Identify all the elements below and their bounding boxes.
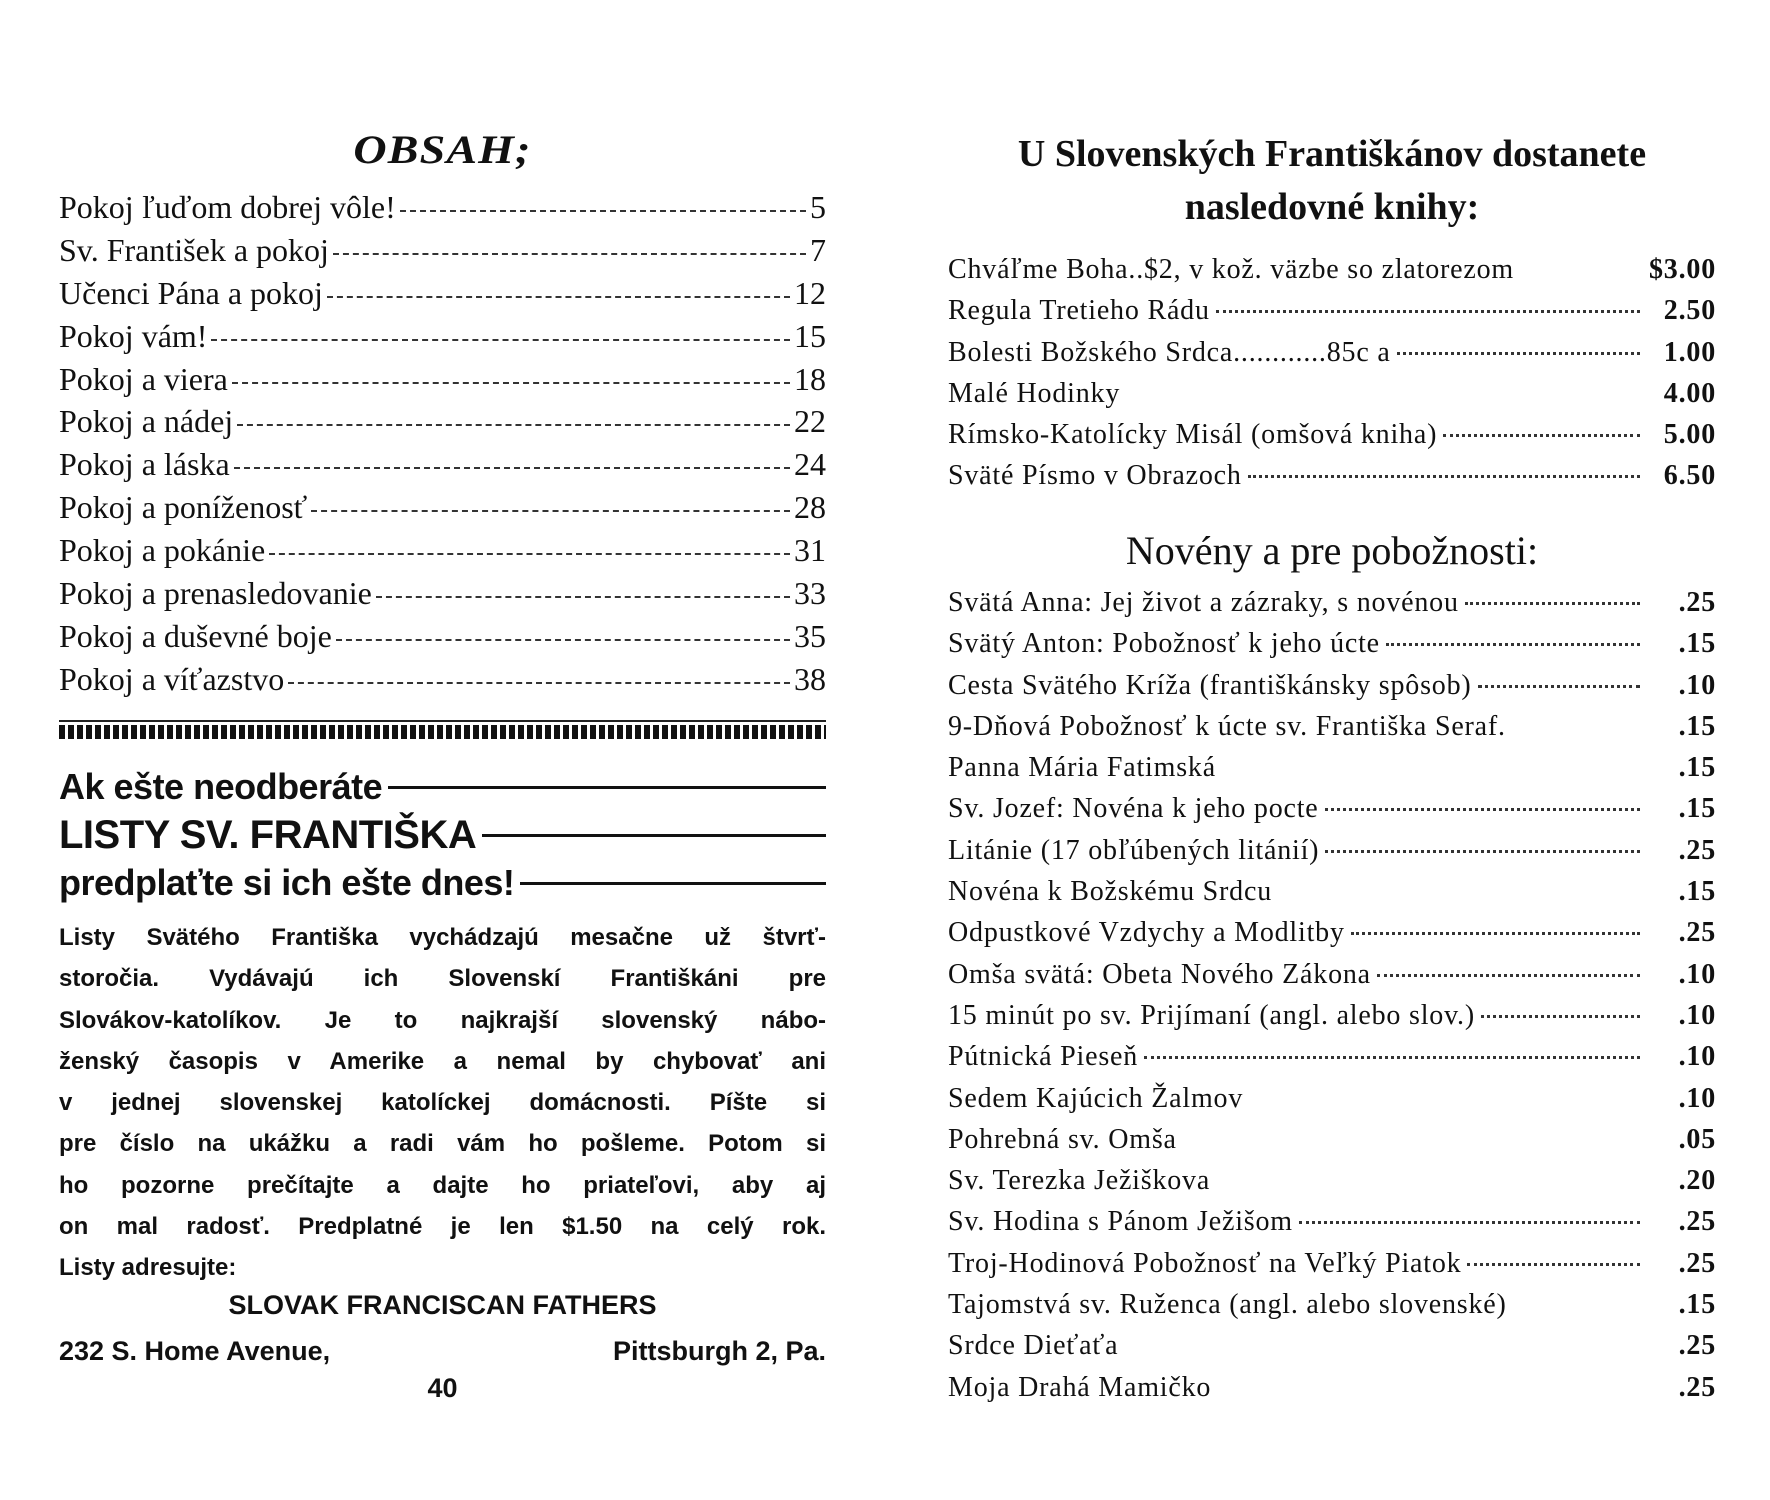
toc-entry	[59, 272, 826, 315]
leader-dots	[1248, 475, 1640, 478]
toc-entry-title: Pokoj a duševné boje	[59, 617, 332, 654]
item-price: .15	[1678, 876, 1716, 908]
item-title: Svätá Anna: Jej život a zázraky, s novénou	[948, 587, 1459, 618]
paragraph-line: ho pozorne prečítajte a dajte ho priateľovi, aby aj	[59, 1171, 826, 1199]
toc-entry-title: Pokoj vám!	[59, 317, 208, 354]
leader-dots	[1325, 850, 1640, 853]
item-price: .10	[1678, 1082, 1716, 1114]
item-title: Sväté Písmo v Obrazoch	[948, 460, 1242, 492]
price-list-item	[948, 871, 1716, 912]
price-list-item	[948, 373, 1716, 414]
price-list-item	[948, 1160, 1716, 1201]
price-list-item	[948, 830, 1716, 871]
leader-dots	[1144, 1056, 1640, 1059]
toc-entry	[59, 358, 826, 401]
price-list-item	[948, 455, 1716, 496]
price-list-item	[948, 788, 1716, 829]
price-list-item	[948, 1367, 1716, 1408]
item-title: Odpustkové Vzdychy a Modlitby	[948, 917, 1345, 949]
toc-entry	[59, 229, 826, 272]
leader-line	[211, 339, 790, 341]
address-city: Pittsburgh 2, Pa.	[612, 1336, 826, 1366]
toc-entry-title: Pokoj ľuďom dobrej vôle!	[59, 189, 396, 225]
item-price: .25	[1678, 1330, 1716, 1362]
toc-entry-page: 12	[794, 274, 826, 311]
headline-row	[59, 811, 826, 859]
books-heading	[948, 128, 1716, 234]
leader-dots	[1465, 602, 1640, 605]
leader-line	[234, 467, 790, 469]
item-price: .15	[1678, 710, 1716, 742]
toc-entry	[59, 443, 826, 486]
price-list-item	[948, 912, 1716, 953]
leader-dots	[1377, 974, 1640, 977]
headline-text: Ak ešte neodberáte	[59, 766, 383, 807]
item-price: .15	[1678, 628, 1716, 660]
item-price: .10	[1678, 958, 1716, 990]
ornamental-divider	[59, 720, 826, 739]
toc-entry-page: 31	[794, 532, 826, 569]
item-price: .25	[1678, 1206, 1716, 1238]
toc-entry-page: 24	[794, 446, 826, 483]
item-title: Panna Mária Fatimská	[948, 752, 1216, 784]
price-list-item	[948, 1243, 1716, 1284]
headline-row	[59, 859, 826, 907]
toc-entry-title: Pokoj a viera	[59, 360, 228, 397]
price-list-item	[948, 249, 1716, 290]
item-price: .10	[1678, 669, 1716, 701]
leader-dots	[1216, 310, 1640, 313]
leader-dots	[1443, 434, 1640, 437]
item-title: Regula Tretieho Rádu	[948, 295, 1210, 327]
item-price: .25	[1678, 1371, 1716, 1403]
headline-text: predplaťte si ich ešte dnes!	[59, 862, 515, 903]
item-title: Svätý Anton: Pobožnosť k jeho úcte	[948, 628, 1380, 660]
item-price: .15	[1678, 1289, 1716, 1321]
item-title: Rímsko-Katolícky Misál (omšová kniha)	[948, 419, 1438, 451]
toc-entry-title: Učenci Pána a pokoj	[59, 274, 323, 311]
toc-entry-title: Sv. František a pokoj	[59, 231, 329, 268]
toc-entry	[59, 615, 826, 658]
price-list-item	[948, 747, 1716, 788]
item-price: .25	[1678, 917, 1716, 949]
leader-dots	[1325, 808, 1640, 811]
item-title: 9-Dňová Pobožnosť k úcte sv. Františka Seraf.	[948, 710, 1506, 742]
leader-dots	[1478, 685, 1641, 688]
item-title: Litánie (17 obľúbených litánií)	[948, 834, 1320, 866]
item-price: .25	[1678, 1247, 1716, 1279]
headline-text: LISTY SV. FRANTIŠKA	[59, 812, 477, 857]
item-price: 1.00	[1663, 336, 1716, 368]
toc-entry	[59, 400, 826, 443]
item-title: Omša svätá: Obeta Nového Zákona	[948, 958, 1371, 990]
books-heading-line: U Slovenských Františkánov dostanete	[1017, 133, 1647, 175]
leader-dots	[1467, 1263, 1640, 1266]
toc-title: OBSAH;	[353, 127, 532, 172]
toc-entry	[59, 315, 826, 358]
headline-row	[59, 763, 826, 811]
organization-name: SLOVAK FRANCISCAN FATHERS	[228, 1290, 657, 1320]
headline-rule	[520, 882, 826, 885]
novenas-list	[948, 582, 1716, 1408]
item-title: Bolesti Božského Srdca............85c a	[948, 336, 1391, 368]
toc-entry-title: Pokoj a nádej	[59, 403, 234, 440]
toc-entry-page: 18	[794, 360, 826, 397]
item-price: .15	[1678, 793, 1716, 825]
item-title: Sv. Hodina s Pánom Ježišom	[948, 1206, 1293, 1238]
toc-entry	[59, 186, 826, 229]
leader-line	[336, 639, 790, 641]
item-title: Sedem Kajúcich Žalmov	[948, 1082, 1244, 1114]
item-title: Novéna k Božskému Srdcu	[948, 876, 1273, 908]
address-street: 232 S. Home Avenue,	[59, 1336, 331, 1366]
price-list-item	[948, 290, 1716, 331]
item-price: 2.50	[1663, 295, 1716, 327]
item-price: .10	[1678, 1041, 1716, 1073]
leader-line	[327, 296, 790, 298]
leader-line	[400, 210, 806, 212]
toc-entry	[59, 572, 826, 615]
item-price: $3.00	[1649, 254, 1716, 285]
paragraph-line: storočia. Vydávajú ich Slovenskí Františkáni pre	[59, 965, 826, 993]
paragraph-line: v jednej slovenskej katolíckej domácnosti. Píšte si	[59, 1089, 826, 1117]
item-title: Malé Hodinky	[948, 377, 1121, 409]
toc-entry-page: 38	[794, 660, 826, 697]
page-number: 40	[427, 1373, 458, 1403]
item-title: Pohrebná sv. Omša	[948, 1123, 1177, 1155]
paragraph-line: pre číslo na ukážku a radi vám ho pošleme. Potom si	[59, 1130, 826, 1158]
subscription-paragraph	[59, 917, 826, 1289]
item-title: 15 minút po sv. Prijímaní (angl. alebo slov.)	[948, 999, 1475, 1031]
price-list-item	[948, 1201, 1716, 1242]
item-title: Sv. Jozef: Novéna k jeho pocte	[948, 793, 1319, 825]
price-list-item	[948, 1078, 1716, 1119]
address	[59, 1336, 826, 1367]
toc-entry-title: Pokoj a láska	[59, 446, 230, 483]
price-list-item	[948, 1325, 1716, 1366]
novenas-heading: Novény a pre pobožnosti:	[1125, 528, 1539, 573]
paragraph-line: Listy Svätého Františka vychádzajú mesačne už štvrť-	[59, 924, 826, 951]
headline-rule	[482, 834, 826, 837]
leader-dots	[1351, 932, 1640, 935]
price-list-item	[948, 954, 1716, 995]
leader-line	[288, 682, 790, 684]
item-price: 5.00	[1663, 419, 1716, 451]
price-list-item	[948, 1284, 1716, 1325]
toc-entry-title: Pokoj a prenasledovanie	[59, 575, 372, 612]
price-list-item	[948, 582, 1716, 623]
books-heading-line: nasledovné knihy:	[1184, 186, 1480, 228]
paragraph-line: ženský časopis v Amerike a nemal by chybovať ani	[59, 1047, 826, 1075]
leader-line	[376, 596, 790, 598]
toc-entry-page: 22	[794, 403, 826, 440]
paragraph-line: Listy adresujte:	[59, 1254, 237, 1282]
toc-entry-page: 15	[794, 317, 826, 354]
item-price: .10	[1678, 999, 1716, 1031]
paragraph-line: on mal radosť. Predplatné je len $1.50 na celý rok.	[59, 1213, 826, 1241]
item-title: Cesta Svätého Kríža (františkánsky spôsob)	[948, 669, 1472, 701]
leader-line	[237, 424, 790, 426]
price-list-item	[948, 706, 1716, 747]
item-price: 6.50	[1663, 460, 1716, 492]
toc-entry-page: 35	[794, 617, 826, 654]
item-title: Pútnická Pieseň	[948, 1041, 1139, 1073]
toc-entry	[59, 486, 826, 529]
item-title: Sv. Terezka Ježiškova	[948, 1165, 1211, 1197]
paragraph-line: Slovákov-katolíkov. Je to najkrajší slovenský nábo-	[59, 1006, 826, 1034]
leader-dots	[1481, 1015, 1640, 1018]
price-list-item	[948, 665, 1716, 706]
table-of-contents	[59, 186, 826, 701]
leader-line	[232, 382, 790, 384]
price-list-item	[948, 623, 1716, 664]
toc-entry-page: 28	[794, 489, 826, 526]
item-title: Troj-Hodinová Pobožnosť na Veľký Piatok	[948, 1247, 1462, 1279]
leader-dots	[1299, 1221, 1640, 1224]
item-price: .05	[1678, 1123, 1716, 1155]
toc-entry-page: 5	[810, 189, 826, 225]
item-price: .25	[1678, 587, 1716, 618]
leader-line	[269, 553, 790, 555]
subscription-headline	[59, 763, 826, 907]
item-price: .20	[1678, 1165, 1716, 1197]
item-title: Chváľme Boha..$2, v kož. väzbe so zlatorezom	[948, 254, 1514, 285]
toc-entry-page: 33	[794, 575, 826, 612]
item-price: 4.00	[1663, 377, 1716, 409]
price-list-item	[948, 1036, 1716, 1077]
headline-rule	[388, 786, 826, 789]
toc-entry	[59, 529, 826, 572]
leader-dots	[1386, 643, 1640, 646]
item-price: .25	[1678, 834, 1716, 866]
leader-line	[311, 510, 790, 512]
toc-entry-page: 7	[810, 231, 826, 268]
toc-entry-title: Pokoj a víťazstvo	[59, 660, 285, 697]
leader-dots	[1397, 352, 1640, 355]
item-price: .15	[1678, 752, 1716, 784]
toc-entry-title: Pokoj a pokánie	[59, 532, 266, 569]
item-title: Srdce Dieťaťa	[948, 1330, 1119, 1362]
price-list-item	[948, 1119, 1716, 1160]
price-list-item	[948, 414, 1716, 455]
toc-entry	[59, 658, 826, 701]
toc-entry-title: Pokoj a poníženosť	[59, 489, 308, 526]
price-list-item	[948, 332, 1716, 373]
item-title: Tajomstvá sv. Ruženca (angl. alebo slovenské)	[948, 1289, 1507, 1321]
books-list	[948, 249, 1716, 497]
item-title: Moja Drahá Mamičko	[948, 1371, 1212, 1403]
price-list-item	[948, 995, 1716, 1036]
leader-line	[333, 253, 806, 255]
